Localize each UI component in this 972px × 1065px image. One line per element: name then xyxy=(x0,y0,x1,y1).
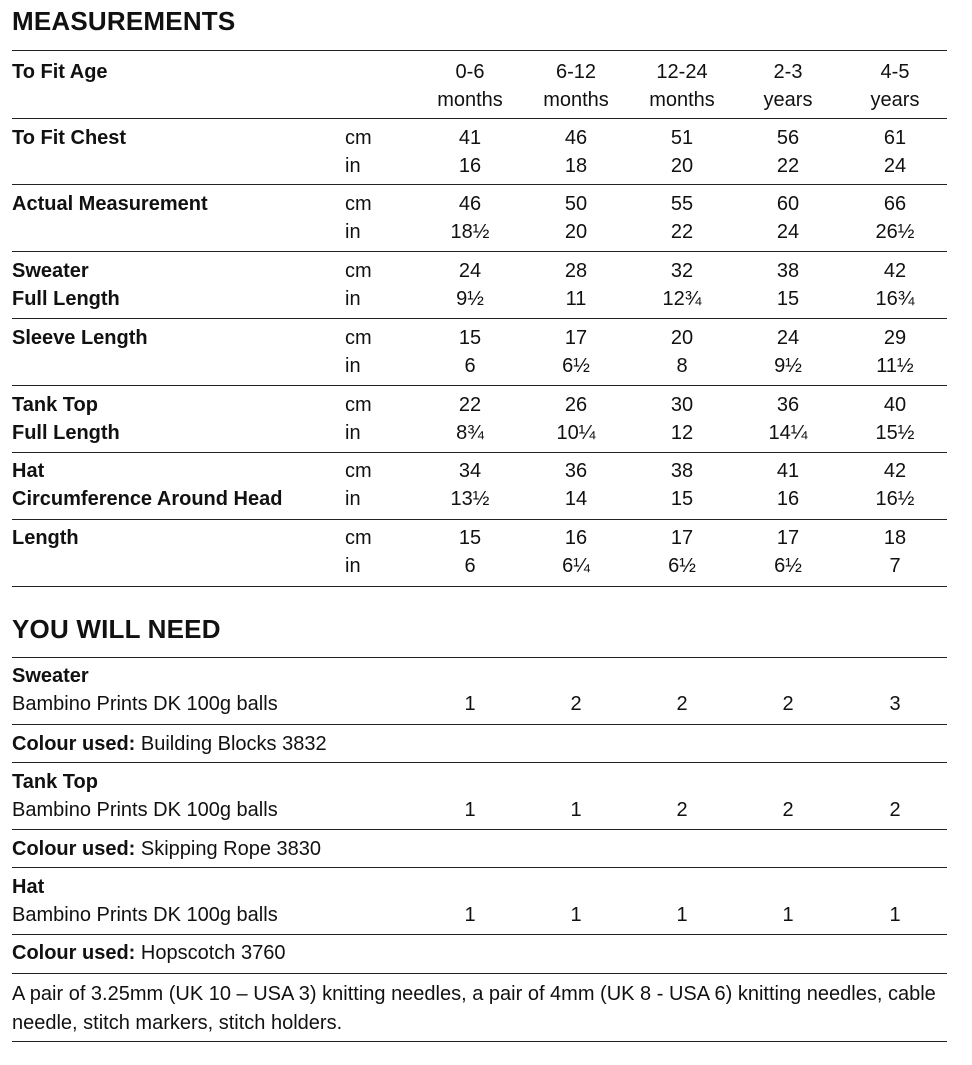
quantity-cell: 1 xyxy=(782,904,794,926)
value-cell: 56 22 xyxy=(776,127,800,177)
value-cell: 32 12¾ xyxy=(662,260,702,310)
value-cell: 34 13½ xyxy=(450,460,490,510)
value-cell: 17 6½ xyxy=(668,527,696,577)
row-label: Actual Measurement xyxy=(12,193,208,215)
quantity-cell: 1 xyxy=(570,904,582,926)
quantity-cell: 1 xyxy=(676,904,688,926)
item-title: Hat xyxy=(12,876,45,898)
quantity-cell: 2 xyxy=(782,693,794,715)
value-cell: 22 8¾ xyxy=(456,394,484,444)
row-label: Hat Circumference Around Head xyxy=(12,460,283,510)
value-cell: 50 20 xyxy=(564,193,588,243)
age-column-1: 6-12 months xyxy=(543,61,609,111)
quantity-cell: 2 xyxy=(889,799,901,821)
row-label: To Fit Chest xyxy=(12,127,127,149)
quantity-cell: 1 xyxy=(464,904,476,926)
divider xyxy=(12,452,947,453)
divider xyxy=(12,50,947,51)
age-column-0: 0-6 months xyxy=(437,61,503,111)
quantity-cell: 1 xyxy=(570,799,582,821)
quantity-cell: 2 xyxy=(782,799,794,821)
item-description: Bambino Prints DK 100g balls xyxy=(12,904,278,926)
quantity-cell: 3 xyxy=(889,693,901,715)
value-cell: 46 18 xyxy=(564,127,588,177)
value-cell: 30 12 xyxy=(670,394,694,444)
value-cell: 36 14 xyxy=(564,460,588,510)
quantity-cell: 2 xyxy=(676,693,688,715)
quantity-cell: 1 xyxy=(889,904,901,926)
divider xyxy=(12,973,947,974)
value-cell: 36 14¼ xyxy=(768,394,808,444)
value-cell: 29 11½ xyxy=(876,327,914,377)
unit-labels: cm in xyxy=(345,460,372,510)
item-description: Bambino Prints DK 100g balls xyxy=(12,799,278,821)
value-cell: 20 8 xyxy=(670,327,694,377)
quantity-cell: 2 xyxy=(570,693,582,715)
value-cell: 41 16 xyxy=(776,460,800,510)
age-column-4: 4-5 years xyxy=(870,61,920,111)
item-description: Bambino Prints DK 100g balls xyxy=(12,693,278,715)
colour-used-hat: Colour used: Hopscotch 3760 xyxy=(12,942,286,964)
value-cell: 60 24 xyxy=(776,193,800,243)
needles-note: A pair of 3.25mm (UK 10 – USA 3) knitting needles, a pair of 4mm (UK 8 - USA 6) knitting needles, cable needle, stitch markers, stitch holders. xyxy=(12,983,936,1034)
unit-labels: cm in xyxy=(345,527,372,577)
row-label: Sweater Full Length xyxy=(12,260,120,310)
divider xyxy=(12,318,947,319)
value-cell: 28 11 xyxy=(564,260,588,310)
value-cell: 26 10¼ xyxy=(556,394,596,444)
value-cell: 66 26½ xyxy=(875,193,915,243)
divider xyxy=(12,934,947,935)
value-cell: 41 16 xyxy=(458,127,482,177)
value-cell: 15 6 xyxy=(458,327,482,377)
age-column-3: 2-3 years xyxy=(763,61,813,111)
value-cell: 42 16¾ xyxy=(875,260,915,310)
divider xyxy=(12,657,947,658)
colour-used-sweater: Colour used: Building Blocks 3832 xyxy=(12,733,327,755)
divider xyxy=(12,251,947,252)
unit-labels: cm in xyxy=(345,394,372,444)
divider xyxy=(12,762,947,763)
value-cell: 24 9½ xyxy=(456,260,484,310)
row-label: Sleeve Length xyxy=(12,327,148,349)
quantity-cell: 2 xyxy=(676,799,688,821)
divider xyxy=(12,519,947,520)
value-cell: 17 6½ xyxy=(562,327,590,377)
value-cell: 17 6½ xyxy=(774,527,802,577)
value-cell: 61 24 xyxy=(883,127,907,177)
value-cell: 55 22 xyxy=(670,193,694,243)
value-cell: 24 9½ xyxy=(774,327,802,377)
value-cell: 15 6 xyxy=(458,527,482,577)
value-cell: 40 15½ xyxy=(875,394,915,444)
item-title: Sweater xyxy=(12,665,89,687)
unit-labels: cm in xyxy=(345,327,372,377)
colour-used-tank-top: Colour used: Skipping Rope 3830 xyxy=(12,838,322,860)
measurements-heading: MEASUREMENTS xyxy=(12,6,236,36)
age-column-2: 12-24 months xyxy=(649,61,715,111)
age-row-label: To Fit Age xyxy=(12,61,108,83)
row-label: Tank Top Full Length xyxy=(12,394,120,444)
value-cell: 38 15 xyxy=(776,260,800,310)
divider xyxy=(12,184,947,185)
item-title: Tank Top xyxy=(12,771,98,793)
quantity-cell: 1 xyxy=(464,693,476,715)
value-cell: 46 18½ xyxy=(450,193,490,243)
divider xyxy=(12,1041,947,1042)
unit-labels: cm in xyxy=(345,260,372,310)
divider xyxy=(12,118,947,119)
divider xyxy=(12,724,947,725)
unit-labels: cm in xyxy=(345,193,372,243)
divider xyxy=(12,829,947,830)
value-cell: 42 16½ xyxy=(875,460,915,510)
row-label: Length xyxy=(12,527,79,549)
you-will-need-heading: YOU WILL NEED xyxy=(12,614,221,644)
quantity-cell: 1 xyxy=(464,799,476,821)
unit-labels: cm in xyxy=(345,127,372,177)
divider xyxy=(12,867,947,868)
divider xyxy=(12,586,947,587)
value-cell: 51 20 xyxy=(670,127,694,177)
value-cell: 16 6¼ xyxy=(562,527,590,577)
divider xyxy=(12,385,947,386)
value-cell: 38 15 xyxy=(670,460,694,510)
value-cell: 18 7 xyxy=(883,527,907,577)
